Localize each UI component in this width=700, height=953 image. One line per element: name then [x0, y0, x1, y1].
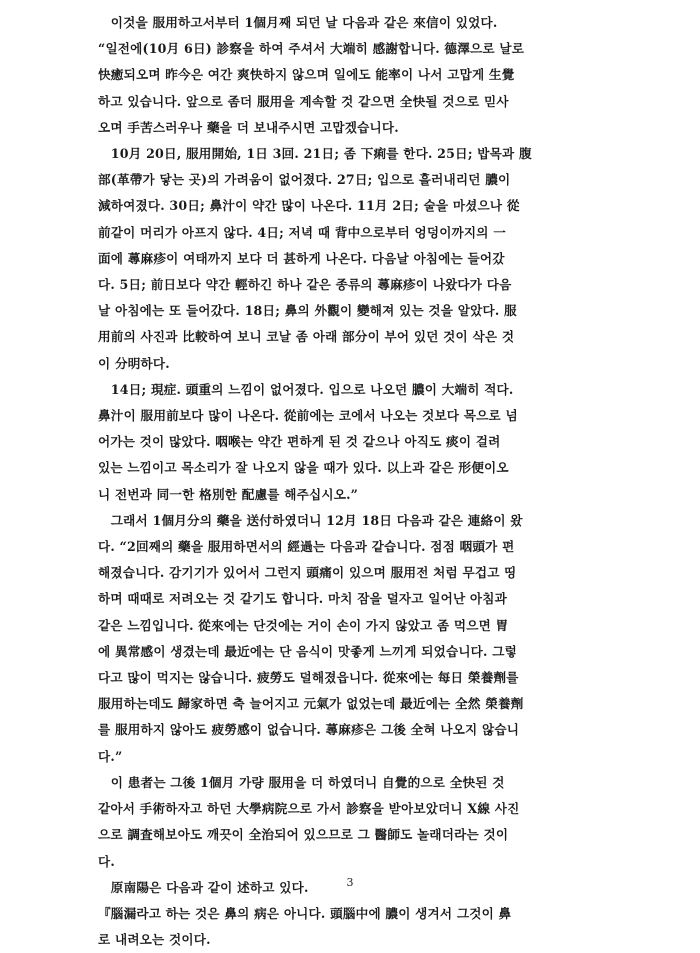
text-line: 다. “2回째의 藥을 服用하면서의 經過는 다음과 같습니다. 점점 咽頭가 편 [98, 539, 515, 555]
text-line: 이 患者는 그後 1個月 가량 服用을 더 하였더니 自覺的으로 全快된 것 [98, 774, 505, 790]
document-body [98, 10, 608, 953]
text-line: 에 異常感이 생겼는데 最近에는 단 음식이 맛좋게 느끼게 되었습니다. 그렇 [98, 643, 517, 659]
text-line: 部(革帶가 닿는 곳)의 가려움이 없어졌다. 27日; 입으로 흘러내리던 膿이 [98, 172, 511, 188]
text-line: 이것을 服用하고서부터 1個月째 되던 날 다음과 같은 來信이 있었다. [98, 15, 498, 30]
paragraph-treatment-log [98, 141, 608, 377]
text-line: 으로 調査해보아도 깨끗이 全治되어 있으므로 그 醫師도 놀래더라는 것이 [98, 827, 509, 843]
text-line: 같은 느낌입니다. 從來에는 단것에는 거이 손이 가지 않았고 좀 먹으면 胃 [98, 617, 509, 633]
text-line: 이 分明하다. [98, 355, 170, 371]
text-line: 같아서 手術하자고 하던 大學病院으로 가서 診察을 받아보았더니 X線 사진 [98, 801, 520, 817]
text-line: 오며 手苦스러우나 藥을 더 보내주시면 고맙겠습니다. [98, 119, 399, 135]
text-line: 다. [98, 853, 115, 869]
text-line: 快癒되오며 昨今은 여간 爽快하지 않으며 일에도 能率이 나서 고맙게 生覺 [98, 67, 515, 83]
text-line: 니 전번과 同一한 格別한 配慮를 해주십시오.” [98, 486, 359, 502]
text-line: 로 내려오는 것이다. [98, 932, 211, 948]
text-line: 다고 많이 먹지는 않습니다. 疲勞도 덜해졌읍니다. 從來에는 每日 榮養劑를 [98, 670, 519, 686]
paragraph-outcome [98, 770, 608, 875]
text-line: 날 아침에는 또 들어갔다. 18日; 鼻의 外觀이 變해져 있는 것을 알았다. 服 [98, 303, 517, 319]
page-number: 3 [346, 876, 354, 889]
text-line: 다.” [98, 748, 123, 764]
text-line: 를 服用하지 않아도 疲勞感이 없습니다. 蕁麻疹은 그後 全혀 나오지 않습니 [98, 722, 520, 738]
text-line: 原南陽은 다음과 같이 述하고 있다. [98, 879, 309, 895]
text-line: 어가는 것이 많았다. 咽喉는 약간 편하게 된 것 같으나 아직도 痰이 걸려 [98, 434, 501, 450]
paragraph-second-course [98, 508, 608, 770]
text-line: 그래서 1個月分의 藥을 送付하였더니 12月 18日 다음과 같은 連絡이 왔 [98, 512, 523, 528]
text-line: 前같이 머리가 아프지 않다. 4日; 저녁 때 背中으로부터 엉덩이까지의 一 [98, 224, 507, 240]
paragraph-quotation [98, 901, 608, 953]
text-line: “일전에(10月 6日) 診察을 하여 주셔서 大端히 感謝합니다. 德澤으로 날로 [98, 41, 525, 57]
text-line: 面에 蕁麻疹이 여태까지 보다 더 甚하게 나온다. 다음날 아침에는 들어갔 [98, 250, 505, 266]
text-line: 『腦漏라고 하는 것은 鼻의 病은 아니다. 頭腦中에 膿이 생겨서 그것이 鼻 [98, 905, 512, 921]
text-line: 하고 있습니다. 앞으로 좀더 服用을 계속할 것 같으면 全快될 것으로 믿사 [98, 93, 509, 109]
text-line: 해졌습니다. 감기기가 있어서 그런지 頭痛이 있으며 服用전 처럼 무겁고 띵 [98, 565, 517, 581]
text-line: 服用하는데도 歸家하면 축 늘어지고 元氣가 없었는데 最近에는 全然 榮養劑 [98, 696, 524, 712]
text-line: 10月 20日, 服用開始, 1日 3回. 21日; 좀 下痢를 한다. 25日; 밥목과 腹 [98, 146, 532, 162]
text-line: 있는 느낌이고 목소리가 잘 나오지 않을 때가 있다. 以上과 같은 形便이오 [98, 460, 509, 476]
text-line: 鼻汁이 服用前보다 많이 나온다. 從前에는 코에서 나오는 것보다 목으로 넘 [98, 408, 518, 424]
text-line: 減하여졌다. 30日; 鼻汁이 약간 많이 나온다. 11月 2日; 술을 마셨으나 從 [98, 198, 520, 214]
text-line: 14日; 現症. 頭重의 느낌이 없어졌다. 입으로 나오던 膿이 大端히 적다. [98, 381, 514, 397]
text-line: 하며 때때로 저려오는 것 같기도 합니다. 마치 잠을 덜자고 일어난 아침과 [98, 591, 508, 607]
paragraph-current-symptoms [98, 377, 608, 508]
paragraph-letter-1 [98, 10, 608, 141]
text-line: 用前의 사진과 比較하여 보니 코날 좀 아래 部分이 부어 있던 것이 삭은 것 [98, 329, 515, 345]
text-line: 다. 5日; 前日보다 약간 輕하긴 하나 같은 종류의 蕁麻疹이 나왔다가 다음 [98, 277, 512, 293]
